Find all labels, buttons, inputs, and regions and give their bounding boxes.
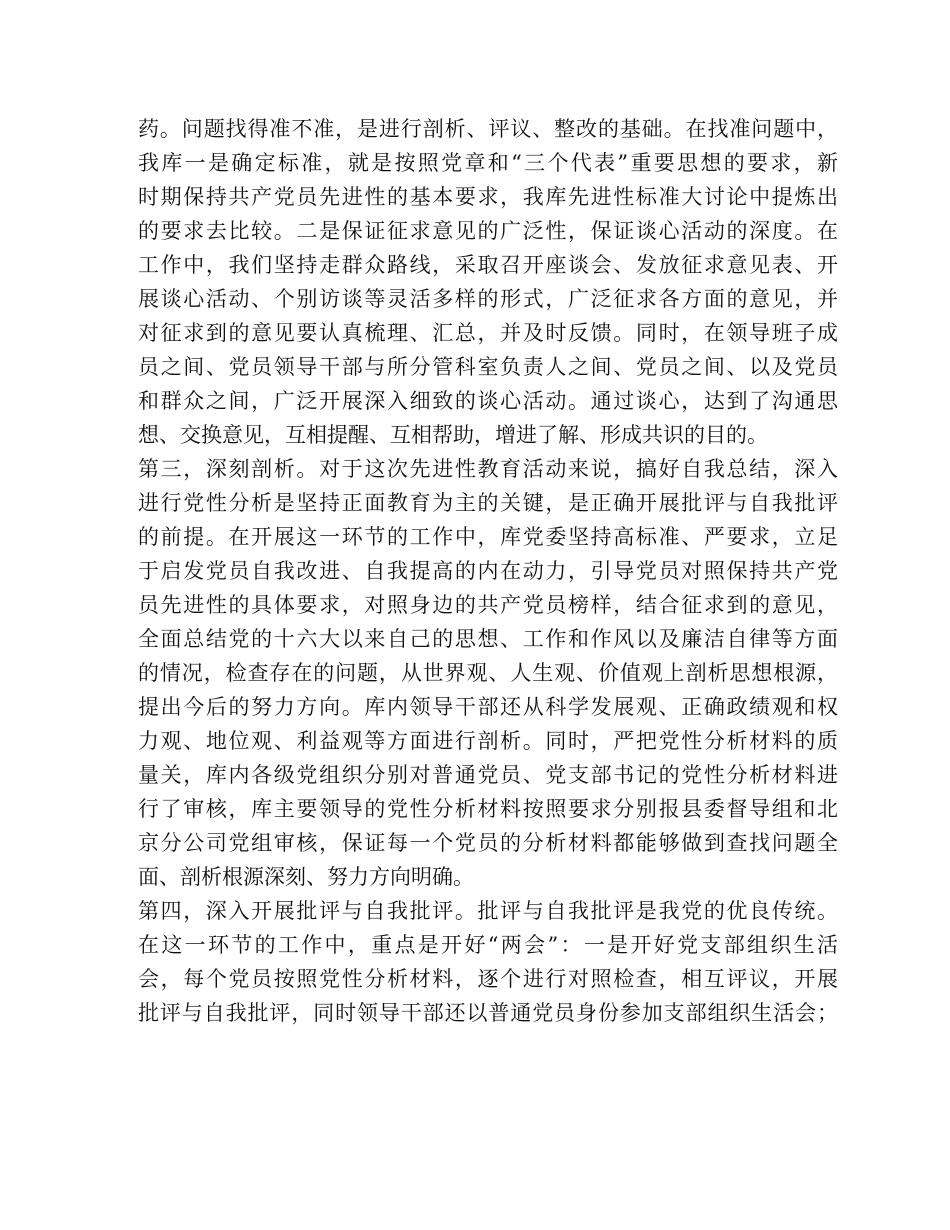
text-line: 在这一环节的工作中，重点是开好“两会”：一是开好党支部组织生活 xyxy=(138,933,838,957)
text-line: 量关，库内各级党组织分别对普通党员、党支部书记的党性分析材料进 xyxy=(138,763,838,787)
text-line: 想、交换意见，互相提醒、互相帮助，增进了解、形成共识的目的。 xyxy=(138,423,768,447)
text-line: 的要求去比较。二是保证征求意见的广泛性，保证谈心活动的深度。在 xyxy=(138,219,838,243)
text-line: 进行党性分析是坚持正面教育为主的关键，是正确开展批评与自我批评 xyxy=(138,491,838,515)
text-line: 药。问题找得准不准，是进行剖析、评议、整改的基础。在找准问题中， xyxy=(138,117,838,141)
text-line: 工作中，我们坚持走群众路线，采取召开座谈会、发放征求意见表、开 xyxy=(138,253,838,277)
text-line: 我库一是确定标准，就是按照党章和“三个代表”重要思想的要求，新 xyxy=(138,151,838,175)
text-line: 员先进性的具体要求，对照身边的共产党员榜样，结合征求到的意见， xyxy=(138,593,838,617)
text-line: 会，每个党员按照党性分析材料，逐个进行对照检查，相互评议，开展 xyxy=(138,967,838,991)
text-line: 第三，深刻剖析。对于这次先进性教育活动来说，搞好自我总结，深入 xyxy=(138,457,838,481)
text-line: 全面总结党的十六大以来自己的思想、工作和作风以及廉洁自律等方面 xyxy=(138,627,838,651)
text-line: 批评与自我批评，同时领导干部还以普通党员身份参加支部组织生活会； xyxy=(138,1001,838,1025)
text-line: 力观、地位观、利益观等方面进行剖析。同时，严把党性分析材料的质 xyxy=(138,729,838,753)
text-line: 于启发党员自我改进、自我提高的内在动力，引导党员对照保持共产党 xyxy=(138,559,838,583)
document-body-text xyxy=(138,112,838,1030)
text-line: 员之间、党员领导干部与所分管科室负责人之间、党员之间、以及党员 xyxy=(138,355,838,379)
text-line: 面、剖析根源深刻、努力方向明确。 xyxy=(138,865,474,889)
text-line: 对征求到的意见要认真梳理、汇总，并及时反馈。同时，在领导班子成 xyxy=(138,321,838,345)
text-line: 行了审核，库主要领导的党性分析材料按照要求分别报县委督导组和北 xyxy=(138,797,838,821)
text-line: 和群众之间，广泛开展深入细致的谈心活动。通过谈心，达到了沟通思 xyxy=(138,389,838,413)
text-line: 时期保持共产党员先进性的基本要求，我库先进性标准大讨论中提炼出 xyxy=(138,185,838,209)
text-line: 的前提。在开展这一环节的工作中，库党委坚持高标准、严要求，立足 xyxy=(138,525,838,549)
text-line: 京分公司党组审核，保证每一个党员的分析材料都能够做到查找问题全 xyxy=(138,831,838,855)
text-line: 的情况，检查存在的问题，从世界观、人生观、价值观上剖析思想根源， xyxy=(138,661,838,685)
text-line: 提出今后的努力方向。库内领导干部还从科学发展观、正确政绩观和权 xyxy=(138,695,838,719)
text-line: 展谈心活动、个别访谈等灵活多样的形式，广泛征求各方面的意见，并 xyxy=(138,287,838,311)
text-line: 第四，深入开展批评与自我批评。批评与自我批评是我党的优良传统。 xyxy=(138,899,838,923)
